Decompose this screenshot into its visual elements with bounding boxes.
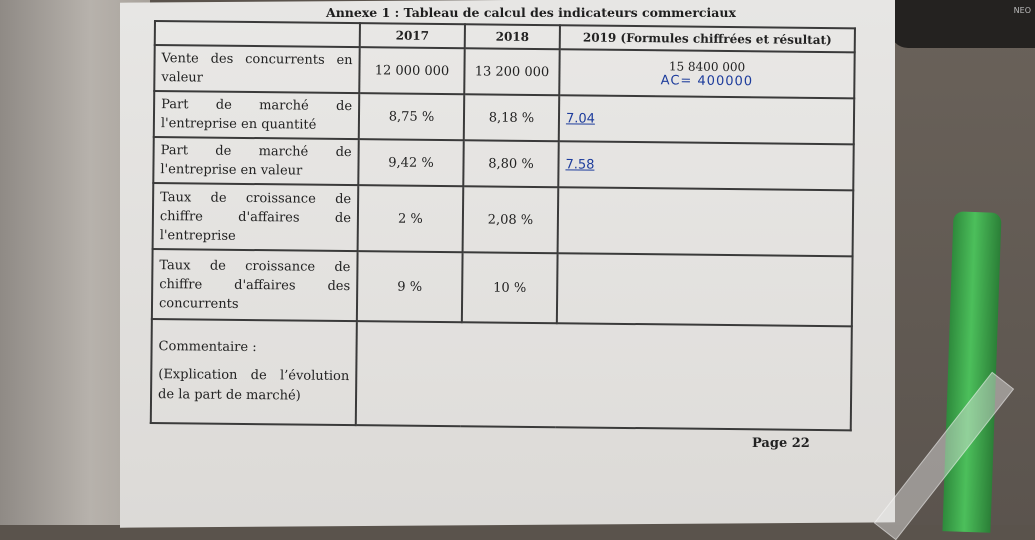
header-2019: 2019 (Formules chiffrées et résultat) [560,25,855,52]
table-row [153,137,853,190]
cell-2018: 10 % [462,252,558,323]
header-2017: 2017 [360,23,465,48]
row-label: Part de marché de l'entreprise en quantité [154,91,359,139]
handwritten-value: 7.04 [565,110,596,127]
comment-title: Commentaire : [158,339,257,356]
row-label: Taux de croissance de chiffre d'affaires de l'entreprise [153,183,359,251]
table-row [154,45,854,98]
comment-answer-cell[interactable] [356,321,852,430]
annex-title: Annexe 1 : Tableau de calcul des indicateurs commerciaux [326,5,736,20]
header-2018: 2018 [465,24,560,49]
row-label: Vente des concurrents en valeur [154,45,359,93]
comment-subtitle: (Explication de l’évolution de la part de marché) [157,367,350,404]
cell-2017: 9 % [357,251,463,322]
corner-label: NEO [1013,6,1031,15]
printed-value-2019: 15 8400 000 [668,58,746,74]
table-row [154,91,854,144]
row-label: Taux de croissance de chiffre d'affaires des concurrents [152,249,358,321]
cell-2017: 2 % [358,185,464,252]
cell-2017: 9,42 % [358,139,463,186]
dark-object [890,0,1035,48]
cell-2017: 8,75 % [359,93,464,140]
cell-2018: 8,18 % [464,94,559,141]
table-row [153,183,854,256]
row-label: Part de marché de l'entreprise en valeur [153,137,358,185]
header-empty [155,21,360,47]
handwritten-value: 7.58 [565,156,595,173]
cell-2019[interactable] [557,253,853,326]
indicators-table [150,20,856,431]
cell-2019[interactable] [558,141,853,190]
handwritten-value: AC= 400000 [660,72,754,89]
table-row [152,249,853,326]
page-number: Page 22 [752,436,810,451]
cell-2018: 13 200 000 [464,48,559,95]
cell-2018: 2,08 % [463,186,559,253]
cell-2019[interactable] [558,187,854,256]
cell-2019[interactable] [559,95,854,144]
comment-label-cell [151,319,357,425]
cell-2019[interactable] [559,49,854,98]
cell-2018: 8,80 % [463,140,558,187]
cell-2017: 12 000 000 [359,47,464,94]
comment-row [151,319,852,430]
